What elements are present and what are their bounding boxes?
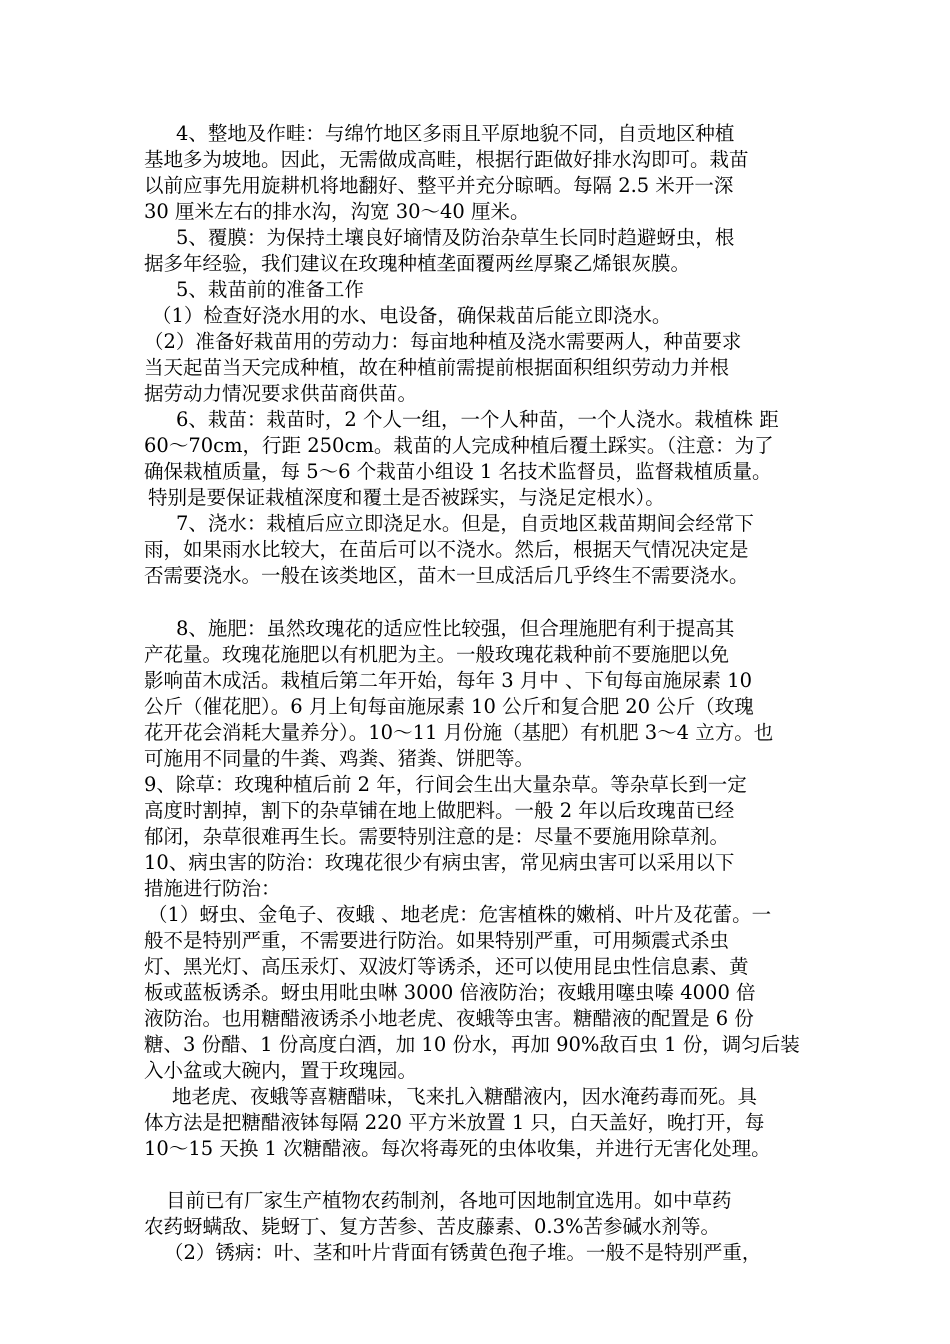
para-line: 9、除草：玫瑰种植后前 2 年，行间会生出大量杂草。等杂草长到一定	[144, 773, 747, 796]
para-line: 8、施肥：虽然玫瑰花的适应性比较强，但合理施肥有利于提高其	[176, 617, 735, 640]
para-line: 据多年经验，我们建议在玫瑰种植垄面覆两丝厚聚乙烯银灰膜。	[144, 252, 691, 275]
para-line: 地老虎、夜蛾等喜糖醋味，飞来扎入糖醋液内，因水淹药毒而死。具	[172, 1085, 758, 1108]
para-line: 10、病虫害的防治：玫瑰花很少有病虫害，常见病虫害可以采用以下	[144, 851, 735, 874]
para-line: 般不是特别严重，不需要进行防治。如果特别严重，可用频震式杀虫	[144, 929, 730, 952]
para-line: 影响苗木成活。栽植后第二年开始，每年 3 月中 、下旬每亩施尿素 10	[144, 669, 753, 692]
para-line: 花开花会消耗大量养分）。10～11 月份施（基肥）有机肥 3～4 立方。也	[144, 721, 774, 744]
para-line: 5、栽苗前的准备工作	[176, 278, 364, 301]
para-line: 以前应事先用旋耕机将地翻好、整平并充分晾晒。每隔 2.5 米开一深	[144, 174, 734, 197]
para-line: 公斤（催花肥）。6 月上旬每亩施尿素 10 公斤和复合肥 20 公斤（玫瑰	[144, 695, 754, 718]
para-line: （2）锈病：叶、茎和叶片背面有锈黄色孢子堆。一般不是特别严重，	[164, 1241, 762, 1264]
para-line: （2）准备好栽苗用的劳动力：每亩地种植及浇水需要两人，种苗要求	[144, 330, 742, 353]
para-line: 措施进行防治：	[144, 877, 281, 900]
para-line: 当天起苗当天完成种植，故在种植前需提前根据面积组织劳动力并根	[144, 356, 730, 379]
para-line: 灯、黑光灯、高压汞灯、双波灯等诱杀，还可以使用昆虫性信息素、黄	[144, 955, 749, 978]
para-line: 确保栽植质量，每 5～6 个栽苗小组设 1 名技术监督员，监督栽植质量。	[144, 460, 772, 483]
para-line: 目前已有厂家生产植物农药制剂，各地可因地制宜选用。如中草药	[166, 1189, 732, 1212]
para-line: 4、整地及作畦：与绵竹地区多雨且平原地貌不同，自贡地区种植	[176, 122, 735, 145]
para-line: （1）蚜虫、金龟子、夜蛾 、地老虎：危害植株的嫩梢、叶片及花蕾。一	[148, 903, 772, 926]
para-line: 30 厘米左右的排水沟，沟宽 30～40 厘米。	[144, 200, 530, 223]
para-line: 7、浇水：栽植后应立即浇足水。但是，自贡地区栽苗期间会经常下	[176, 512, 754, 535]
para-line: 否需要浇水。一般在该类地区，苗木一旦成活后几乎终生不需要浇水。	[144, 564, 749, 587]
para-line: （1）检查好浇水用的水、电设备，确保栽苗后能立即浇水。	[152, 304, 672, 327]
para-line: 特别是要保证栽植深度和覆土是否被踩实，与浇足定根水）。	[148, 486, 665, 509]
para-line: 板或蓝板诱杀。蚜虫用吡虫啉 3000 倍液防治；夜蛾用噻虫嗪 4000 倍	[144, 981, 756, 1004]
para-line: 5、覆膜：为保持土壤良好墒情及防治杂草生长同时趋避蚜虫，根	[176, 226, 735, 249]
para-line: 郁闭，杂草很难再生长。需要特别注意的是：尽量不要施用除草剂。	[144, 825, 730, 848]
para-line: 60～70cm，行距 250cm。栽苗的人完成种植后覆土踩实。（注意：为了	[144, 434, 774, 457]
para-line: 糖、3 份醋、1 份高度白酒，加 10 份水，再加 90%敌百虫 1 份，调匀后装	[144, 1033, 800, 1056]
para-line: 高度时割掉，割下的杂草铺在地上做肥料。一般 2 年以后玫瑰苗已经	[144, 799, 735, 822]
para-line: 基地多为坡地。因此，无需做成高畦，根据行距做好排水沟即可。栽苗	[144, 148, 749, 171]
para-line: 据劳动力情况要求供苗商供苗。	[144, 382, 418, 405]
para-line: 雨，如果雨水比较大，在苗后可以不浇水。然后，根据天气情况决定是	[144, 538, 749, 561]
para-line: 体方法是把糖醋液钵每隔 220 平方米放置 1 只，白天盖好，晚打开，每	[144, 1111, 765, 1134]
para-line: 产花量。玫瑰花施肥以有机肥为主。一般玫瑰花栽种前不要施肥以免	[144, 643, 730, 666]
para-line: 液防治。也用糖醋液诱杀小地老虎、夜蛾等虫害。糖醋液的配置是 6 份	[144, 1007, 754, 1030]
para-line: 可施用不同量的牛粪、鸡粪、猪粪、饼肥等。	[144, 747, 535, 770]
para-line: 入小盆或大碗内，置于玫瑰园。	[144, 1059, 418, 1082]
para-line: 农药蚜螨敌、毙蚜丁、复方苦参、苦皮藤素、0.3%苦参碱水剂等。	[144, 1215, 721, 1238]
para-line: 6、栽苗：栽苗时，2 个人一组，一个人种苗，一个人浇水。栽植株 距	[176, 408, 779, 431]
para-line: 10～15 天换 1 次糖醋液。每次将毒死的虫体收集，并进行无害化处理。	[144, 1137, 771, 1160]
